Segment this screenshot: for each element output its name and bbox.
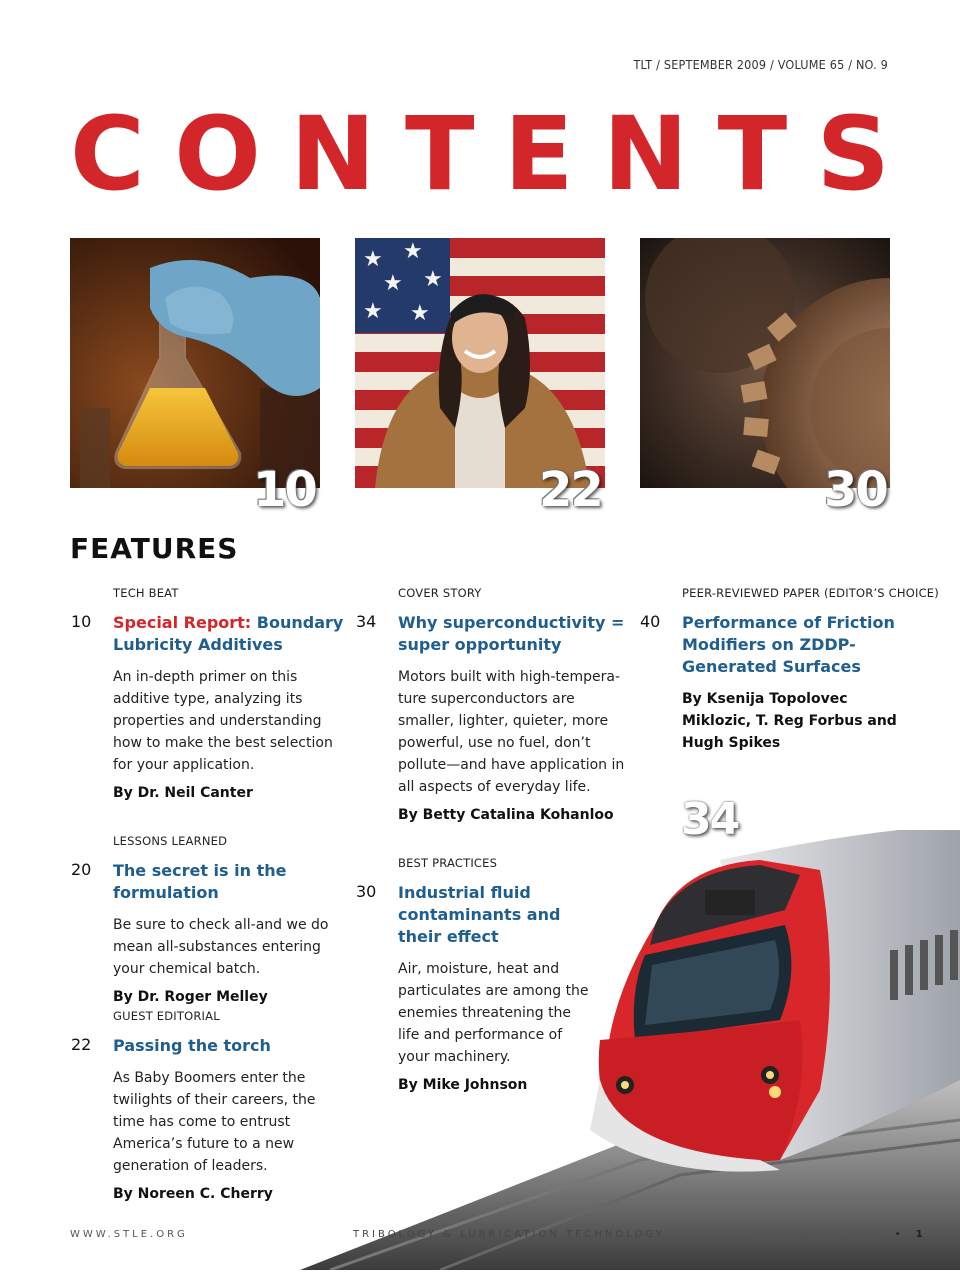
footer-bullet: •: [894, 1229, 904, 1240]
footer-page-number: 1: [915, 1229, 926, 1240]
contents-letter: N: [290, 95, 376, 214]
contents-letter: C: [70, 95, 145, 214]
footer-date: [752, 1229, 926, 1240]
article-page-number: 34: [356, 612, 377, 631]
article-description: Be sure to check all-and we do mean all-substances entering your chemical batch.: [113, 917, 329, 977]
article-kicker: GUEST EDITORIAL: [113, 1009, 220, 1023]
footer-date-text: SEPTEMBER 2009: [752, 1229, 883, 1240]
train-page-number: 34: [681, 794, 739, 845]
article-kicker: COVER STORY: [398, 586, 482, 600]
article-description: Air, moisture, heat and particulates are among the enemies threatening the life and performance of your machinery.: [398, 961, 589, 1065]
svg-text:★: ★: [363, 299, 383, 324]
svg-text:★: ★: [403, 239, 423, 264]
photo-page-number: 22: [539, 462, 602, 518]
article-title[interactable]: The secret is in the formulation: [113, 861, 287, 902]
article-lessons-learned[interactable]: [71, 834, 348, 1008]
svg-text:★: ★: [423, 267, 443, 292]
article-title[interactable]: Passing the torch: [113, 1036, 271, 1055]
article-title[interactable]: Industrial fluid contaminants and their effect: [398, 883, 561, 946]
flask-photo[interactable]: [70, 238, 320, 488]
article-kicker: PEER-REVIEWED PAPER (EDITOR’S CHOICE): [682, 586, 939, 600]
contents-letter: T: [717, 95, 788, 214]
article-best-practices[interactable]: [356, 856, 593, 1096]
article-byline: By Mike Johnson: [398, 1077, 528, 1093]
article-description: Motors built with high-tempera-ture superconductors are smaller, lighter, quieter, more powerful, use no fuel, don’t pollute—and have application in all aspects of everyday life.: [398, 669, 625, 795]
svg-text:★: ★: [410, 301, 430, 326]
article-cover-story[interactable]: [356, 586, 633, 826]
article-kicker: TECH BEAT: [113, 586, 179, 600]
photo-page-number: 30: [824, 462, 887, 518]
article-kicker: BEST PRACTICES: [398, 856, 498, 870]
article-byline: By Dr. Roger Melley: [113, 989, 268, 1005]
title-main: Boundary Lubricity Additives: [113, 613, 344, 654]
article-page-number: 22: [71, 1035, 92, 1054]
article-guest-editorial[interactable]: [71, 1009, 348, 1205]
article-byline: By Dr. Neil Canter: [113, 785, 253, 801]
contents-letter: T: [404, 95, 475, 214]
article-peer-reviewed[interactable]: [640, 586, 939, 754]
article-page-number: 10: [71, 612, 92, 631]
contents-letter: S: [816, 95, 890, 214]
article-title[interactable]: Performance of Friction Modifiers on ZDDP-Generated Surfaces: [682, 613, 895, 676]
contents-letter: O: [174, 95, 261, 214]
article-byline: By Noreen C. Cherry: [113, 1186, 273, 1202]
photo-page-number: 10: [253, 462, 316, 518]
article-description: As Baby Boomers enter the twilights of their careers, the time has come to entrust America’s future to a new generation of leaders.: [113, 1070, 316, 1174]
article-page-number: 20: [71, 860, 92, 879]
svg-text:★: ★: [363, 247, 383, 272]
article-kicker: LESSONS LEARNED: [113, 834, 228, 848]
article-description: An in-depth primer on this additive type, analyzing its properties and understanding how to make the best selection for your application.: [113, 669, 333, 773]
features-heading: FEATURES: [70, 532, 239, 565]
contents-title: [70, 95, 890, 214]
article-byline: By Betty Catalina Kohanloo: [398, 807, 614, 823]
title-prefix: Special Report:: [113, 613, 252, 632]
svg-text:★: ★: [383, 271, 403, 296]
footer-website[interactable]: WWW.STLE.ORG: [70, 1229, 188, 1240]
issue-line: TLT / SEPTEMBER 2009 / VOLUME 65 / NO. 9: [633, 57, 888, 72]
article-page-number: 30: [356, 882, 377, 901]
gear-photo[interactable]: [640, 238, 890, 488]
contents-letter: N: [602, 95, 689, 214]
article-tech-beat[interactable]: [71, 586, 348, 804]
article-byline: By Ksenija Topolovec Miklozic, T. Reg Forbus and Hugh Spikes: [682, 691, 897, 751]
article-title[interactable]: [113, 612, 348, 656]
article-page-number: 40: [640, 612, 661, 631]
footer-publication: TRIBOLOGY & LUBRICATION TECHNOLOGY: [353, 1229, 665, 1240]
woman-flag-photo[interactable]: [355, 238, 605, 488]
contents-letter: E: [503, 95, 574, 214]
article-title[interactable]: Why superconductivity = super opportunity: [398, 613, 625, 654]
